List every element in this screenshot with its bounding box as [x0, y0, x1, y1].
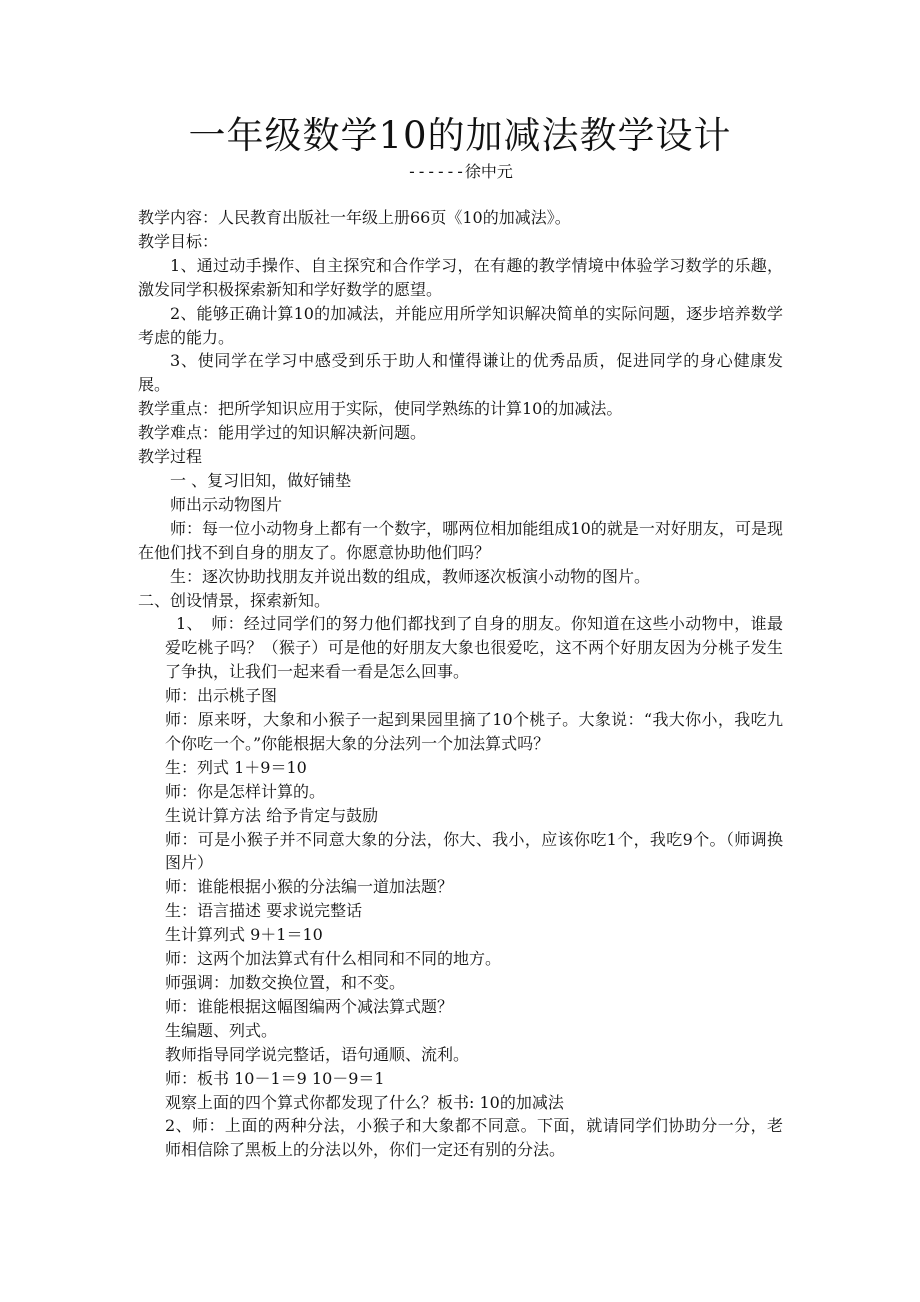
document-body — [138, 206, 783, 1162]
paragraph: 师：谁能根据这幅图编两个减法算式题？ — [165, 996, 454, 1016]
paragraph: 师出示动物图片 — [170, 494, 283, 514]
paragraph: 教学重点：把所学知识应用于实际，使同学熟练的计算10的加减法。 — [138, 399, 623, 419]
paragraph: 2、师：上面的两种分法，小猴子和大象都不同意。下面，就请同学们协助分一分，老师相信除了黑板上的分法以外，你们一定还有别的分法。 — [165, 1116, 783, 1160]
paragraph: 1、通过动手操作、自主探究和合作学习，在有趣的教学情境中体验学习数学的乐趣，激发同学积极探索新知和学好数学的愿望。 — [138, 255, 783, 299]
paragraph: 3、使同学在学习中感受到乐于助人和懂得谦让的优秀品质，促进同学的身心健康发展。 — [138, 351, 783, 395]
paragraph: 观察上面的四个算式你都发现了什么？板书: 10的加减法 — [165, 1092, 564, 1112]
paragraph: 教学内容：人民教育出版社一年级上册66页《10的加减法》。 — [138, 208, 571, 227]
paragraph: 教学过程 — [138, 447, 203, 467]
paragraph: 生编题、列式。 — [165, 1020, 278, 1040]
paragraph: 教师指导同学说完整话，语句通顺、流利。 — [165, 1044, 470, 1064]
paragraph: 师：原来呀，大象和小猴子一起到果园里摘了10个桃子。大象说：“我大你小，我吃九个你吃一个。”你能根据大象的分法列一个加法算式吗？ — [165, 710, 783, 753]
paragraph: 一 、复习旧知，做好铺垫 — [170, 470, 352, 490]
paragraph: 生：语言描述 要求说完整话 — [165, 901, 363, 921]
paragraph: 1、 师：经过同学们的努力他们都找到了自身的朋友。你知道在这些小动物中，谁最爱吃桃子吗？（猴子）可是他的好朋友大象也很爱吃，这不两个好朋友因为分桃子发生了争执，让我们一起来看一看是怎么回事。 — [165, 614, 783, 682]
paragraph: 生计算列式 9＋1＝10 — [165, 925, 323, 945]
paragraph: 师：每一位小动物身上都有一个数字，哪两位相加能组成10的就是一对好朋友，可是现在他们找不到自身的朋友了。你愿意协助他们吗？ — [138, 518, 783, 562]
paragraph: 师强调：加数交换位置，和不变。 — [165, 973, 406, 992]
paragraph: 生：列式 1＋9＝10 — [165, 757, 307, 777]
paragraph: 师：出示桃子图 — [165, 686, 278, 706]
document-title: 一年级数学10的加减法教学设计 — [188, 114, 732, 157]
paragraph: 师：这两个加法算式有什么相同和不同的地方。 — [165, 949, 502, 969]
paragraph: 师：你是怎样计算的。 — [165, 781, 326, 801]
paragraph: 教学难点：能用学过的知识解决新问题。 — [138, 423, 427, 443]
author-line: ------徐中元 — [407, 162, 513, 181]
paragraph: 2、能够正确计算10的加减法，并能应用所学知识解决简单的实际问题，逐步培养数学考虑的能力。 — [138, 303, 783, 347]
paragraph: 二、创设情景，探索新知。 — [138, 590, 331, 610]
paragraph: 师：谁能根据小猴的分法编一道加法题？ — [165, 877, 454, 897]
paragraph: 师：板书 10－1＝9 10－9＝1 — [165, 1068, 385, 1088]
paragraph: 生说计算方法 给予肯定与鼓励 — [165, 805, 379, 825]
paragraph: 教学目标： — [138, 231, 219, 251]
paragraph: 生：逐次协助找朋友并说出数的组成，教师逐次板演小动物的图片。 — [170, 566, 651, 586]
paragraph: 师：可是小猴子并不同意大象的分法，你大、我小，应该你吃1个，我吃9个。（师调换图片） — [165, 829, 783, 873]
